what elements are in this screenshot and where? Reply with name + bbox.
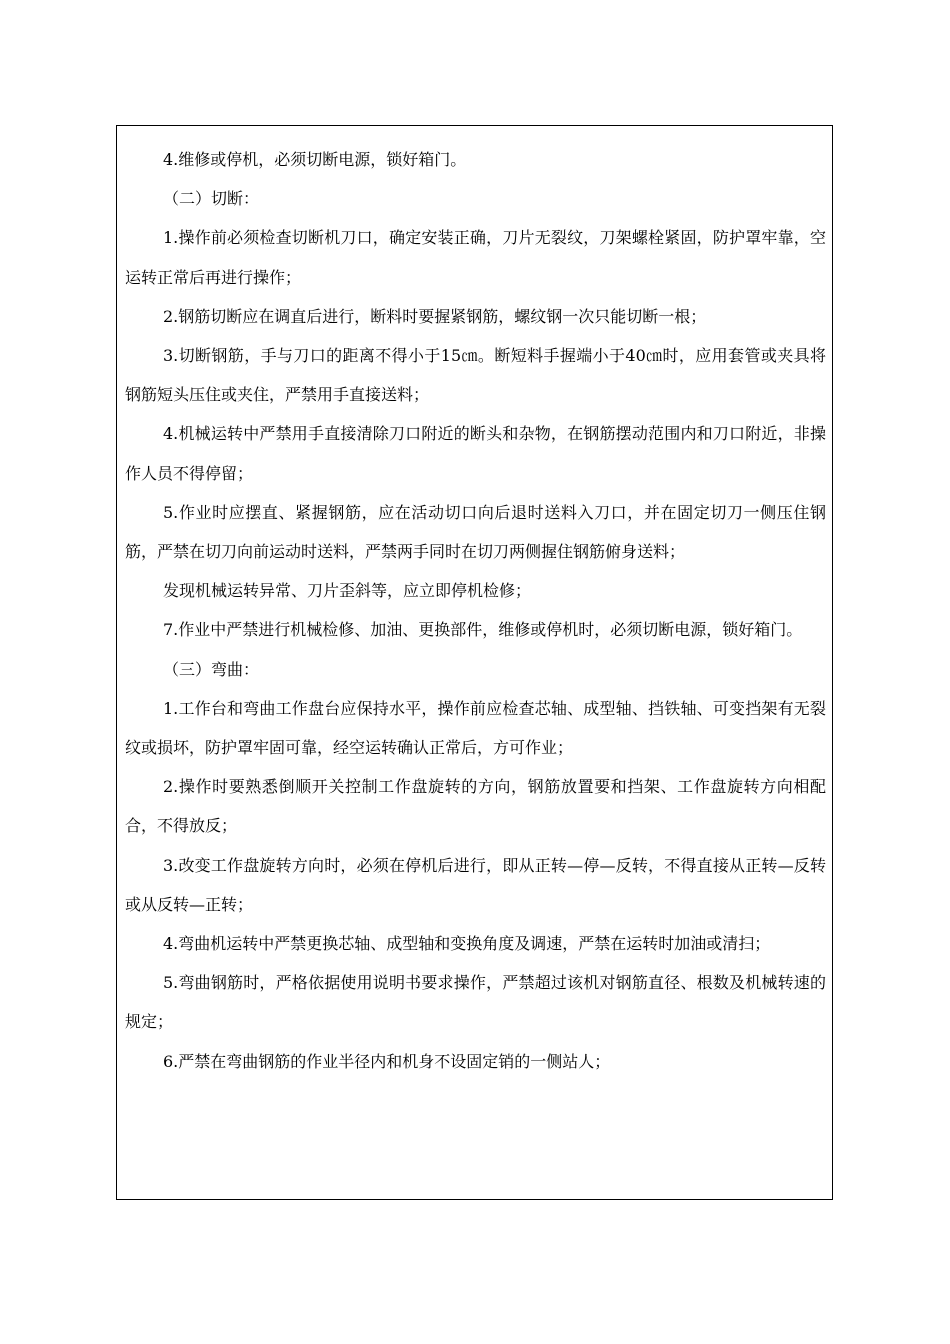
section-heading: （三）弯曲： <box>163 659 260 679</box>
paragraph: 3.切断钢筋，手与刀口的距离不得小于15㎝。断短料手握端小于40㎝时，应用套管或夹具将钢筋短头压住或夹住，严禁用手直接送料； <box>125 346 826 405</box>
paragraph: 5.弯曲钢筋时，严格依据使用说明书要求操作，严禁超过该机对钢筋直径、根数及机械转速的规定； <box>125 973 826 1032</box>
document-body <box>117 140 834 1081</box>
paragraph: 发现机械运转异常、刀片歪斜等，应立即停机检修； <box>163 581 532 601</box>
paragraph: 1.操作前必须检查切断机刀口，确定安装正确，刀片无裂纹，刀架螺栓紧固，防护罩牢靠，空运转正常后再进行操作； <box>125 228 826 287</box>
paragraph: 3.改变工作盘旋转方向时，必须在停机后进行，即从正转—停—反转，不得直接从正转—反转或从反转—正转； <box>125 855 826 914</box>
paragraph: 4.机械运转中严禁用手直接清除刀口附近的断头和杂物，在钢筋摆动范围内和刀口附近，非操作人员不得停留； <box>125 424 826 483</box>
paragraph: 4.弯曲机运转中严禁更换芯轴、成型轴和变换角度及调速，严禁在运转时加油或清扫； <box>163 934 771 954</box>
paragraph: 1.工作台和弯曲工作盘台应保持水平，操作前应检查芯轴、成型轴、挡铁轴、可变挡架有无裂纹或损坏，防护罩牢固可靠，经空运转确认正常后，方可作业； <box>125 698 826 758</box>
paragraph: 2.操作时要熟悉倒顺开关控制工作盘旋转的方向，钢筋放置要和挡架、工作盘旋转方向相配合，不得放反； <box>125 777 826 836</box>
paragraph: 5.作业时应摆直、紧握钢筋，应在活动切口向后退时送料入刀口，并在固定切刀一侧压住钢筋，严禁在切刀向前运动时送料，严禁两手同时在切刀两侧握住钢筋俯身送料； <box>125 502 826 562</box>
paragraph: 6.严禁在弯曲钢筋的作业半径内和机身不设固定销的一侧站人； <box>163 1051 611 1071</box>
paragraph: 4.维修或停机，必须切断电源，锁好箱门。 <box>163 150 467 169</box>
paragraph: 2.钢筋切断应在调直后进行，断料时要握紧钢筋，螺纹钢一次只能切断一根； <box>163 306 707 326</box>
paragraph: 7.作业中严禁进行机械检修、加油、更换部件，维修或停机时，必须切断电源，锁好箱门。 <box>163 620 803 640</box>
document-frame <box>116 125 833 1200</box>
section-heading: （二）切断： <box>163 189 260 209</box>
